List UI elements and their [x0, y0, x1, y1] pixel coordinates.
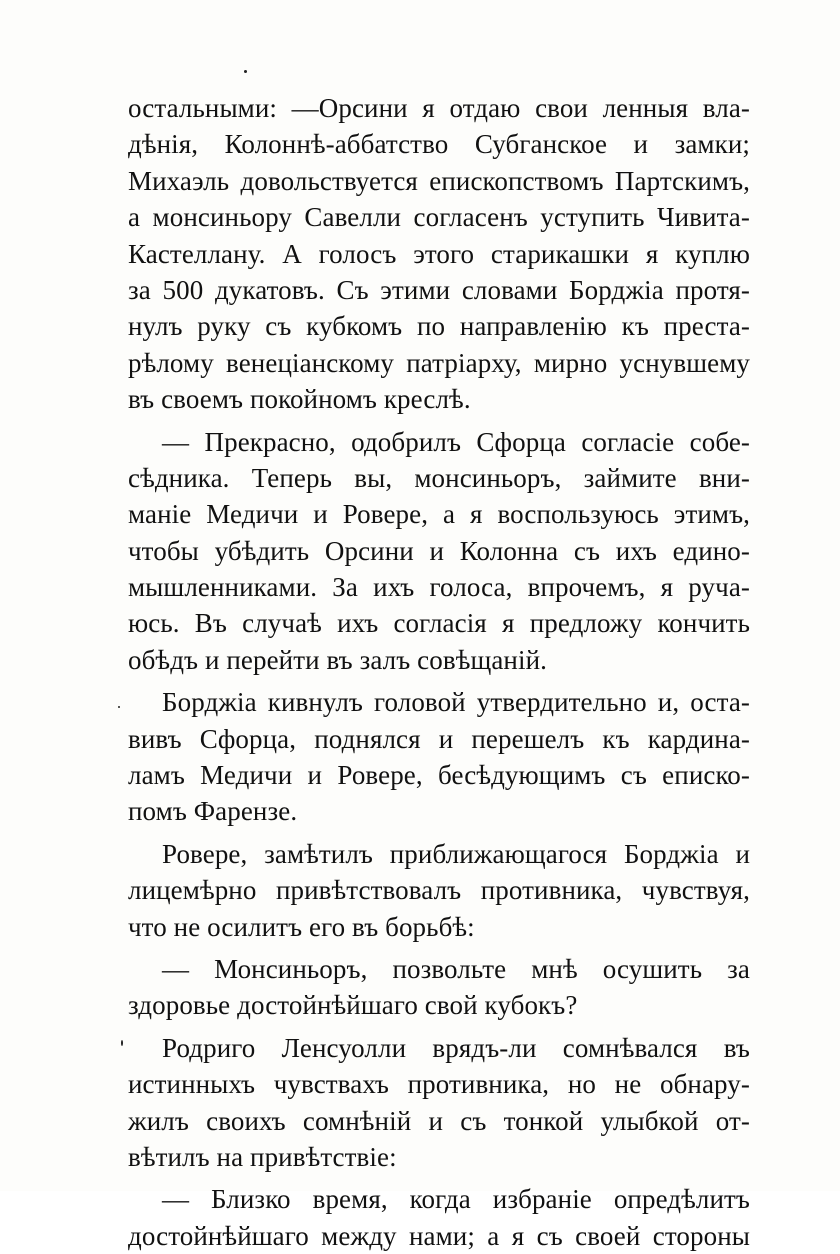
paragraph: [128, 836, 750, 945]
text-line: остальными: —Орсини я отдаю свои ленныя вла-: [128, 93, 750, 123]
text-line: въ своемъ покойномъ креслѣ.: [128, 384, 471, 415]
text-line: жилъ своихъ сомнѣній и съ тонкой улыбкой от-: [128, 1105, 750, 1136]
text-line: нулъ руку съ кубкомъ по направленію къ преста-: [128, 311, 750, 342]
text-line: ламъ Медичи и Ровере, бесѣдующимъ съ еписко-: [128, 760, 750, 791]
text-line: Михаэль довольствуется епископствомъ Партскимъ,: [128, 165, 750, 196]
text-line: Ровере, замѣтилъ приближающагося Борджіа и: [162, 838, 750, 869]
text-line: помъ Фарензе.: [128, 796, 298, 827]
text-line: здоровье достойнѣйшаго свой кубокъ?: [128, 990, 578, 1021]
body-text: [128, 90, 750, 1254]
text-line: — Близко время, когда избраніе опредѣлитъ: [162, 1184, 750, 1215]
text-line: обѣдъ и перейти въ залъ совѣщаній.: [128, 644, 547, 675]
text-line: лицемѣрно привѣтствовалъ противника, чувствуя,: [128, 875, 750, 906]
text-line: юсь. Въ случаѣ ихъ согласія я предложу кончить: [128, 608, 750, 639]
text-line: Кастеллану. А голосъ этого старикашки я куплю: [128, 238, 750, 269]
text-line: сѣдника. Теперь вы, монсиньоръ, займите вни-: [128, 462, 750, 493]
text-line: что не осилитъ его въ борьбѣ:: [128, 911, 475, 942]
paragraph: [128, 424, 750, 679]
text-line: мышленниками. За ихъ голоса, впрочемъ, я руча-: [128, 572, 750, 603]
text-line: достойнѣйшаго между нами; а я съ своей стороны: [128, 1220, 750, 1251]
ink-speck: [118, 706, 120, 708]
text-line: вѣтилъ на привѣтствіе:: [128, 1141, 397, 1172]
paragraph: [128, 951, 750, 1024]
paragraph: [128, 90, 750, 418]
paragraph: [128, 1030, 750, 1176]
text-line: дѣнія, Колоннѣ-аббатство Субганское и замки;: [128, 129, 750, 160]
text-line: — Монсиньоръ, позвольте мнѣ осушить за: [162, 953, 750, 984]
text-line: Родриго Ленсуолли врядъ-ли сомнѣвался въ: [162, 1032, 750, 1063]
ink-speck: [244, 70, 247, 73]
paragraph: [128, 684, 750, 830]
text-line: рѣлому венеціанскому патріарху, мирно уснувшему: [128, 347, 750, 378]
text-line: Борджіа кивнулъ головой утвердительно и, оста-: [162, 687, 750, 718]
text-line: а монсиньору Савелли согласенъ уступить Чивита-: [128, 202, 750, 233]
paragraph: [128, 1181, 750, 1254]
text-line: — Прекрасно, одобрилъ Сфорца согласіе собе-: [162, 426, 750, 457]
text-line: вивъ Сфорца, поднялся и перешелъ къ кардина-: [128, 723, 750, 754]
text-line: за 500 дукатовъ. Съ этими словами Борджіа протя-: [128, 274, 750, 305]
text-line: маніе Медичи и Ровере, а я воспользуюсь этимъ,: [128, 499, 750, 530]
ink-speck: [121, 1040, 123, 1046]
text-line: чтобы убѣдить Орсини и Колонна съ ихъ едино-: [128, 535, 750, 566]
text-line: истинныхъ чувствахъ противника, но не обнару-: [128, 1069, 750, 1100]
